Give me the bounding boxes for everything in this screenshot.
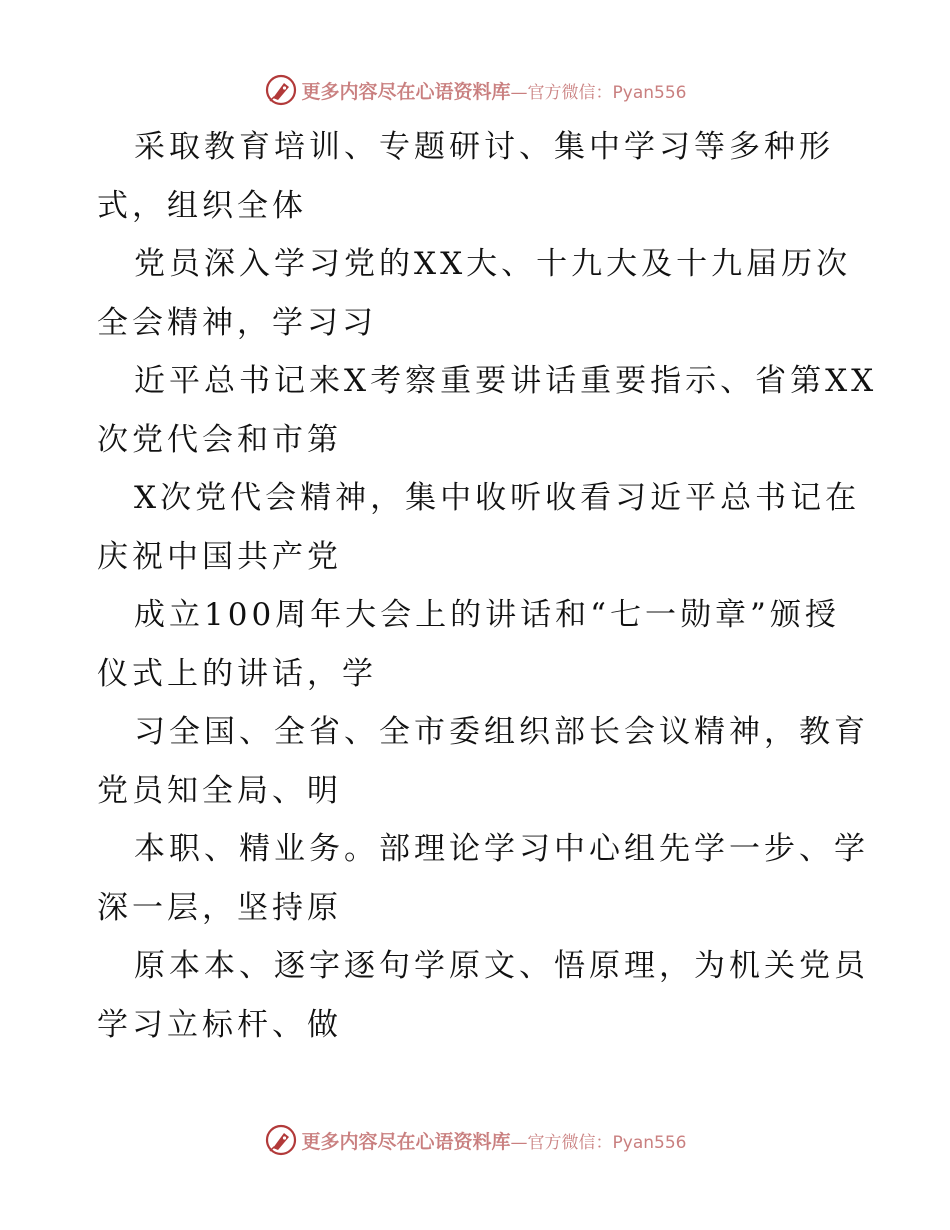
text-line-10: 仪式上的讲话，学 [97, 655, 377, 692]
text-line-14: 深一层，坚持原 [97, 889, 342, 926]
document-body [97, 118, 897, 1054]
text-line-3: 党员深入学习党的XX大、十九大及十九届历次 [134, 246, 852, 282]
text-line-7: X次党代会精神，集中收听收看习近平总书记在 [134, 480, 861, 516]
text-line-6: 次党代会和市第 [97, 421, 342, 458]
pen-nib-logo-icon [264, 73, 298, 107]
text-line-15: 原本本、逐字逐句学原文、悟原理，为机关党员 [134, 948, 869, 984]
text-line-2: 式，组织全体 [97, 187, 307, 224]
header-watermark [0, 70, 950, 110]
footer-watermark-sub: —官方微信：Pyan556 [510, 1132, 687, 1153]
header-watermark-main: 更多内容尽在心语资料库 [301, 80, 511, 103]
footer-watermark-main: 更多内容尽在心语资料库 [301, 1130, 511, 1153]
text-line-5: 近平总书记来X考察重要讲话重要指示、省第XX [134, 363, 878, 399]
header-watermark-sub: —官方微信：Pyan556 [510, 82, 687, 103]
text-line-4: 全会精神，学习习 [97, 304, 377, 341]
text-line-8: 庆祝中国共产党 [97, 538, 342, 575]
text-line-12: 党员知全局、明 [97, 772, 342, 809]
text-line-13: 本职、精业务。部理论学习中心组先学一步、学 [134, 831, 869, 867]
footer-watermark [0, 1120, 950, 1160]
text-line-1: 采取教育培训、专题研讨、集中学习等多种形 [134, 129, 834, 165]
text-line-16: 学习立标杆、做 [97, 1006, 342, 1043]
text-line-11: 习全国、全省、全市委组织部长会议精神，教育 [134, 714, 869, 750]
text-line-9: 成立100周年大会上的讲话和“七一勋章”颁授 [134, 597, 840, 633]
pen-nib-logo-icon [264, 1123, 298, 1157]
